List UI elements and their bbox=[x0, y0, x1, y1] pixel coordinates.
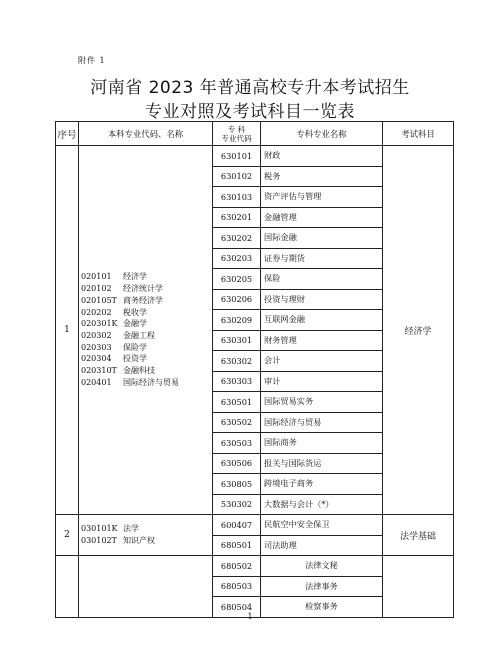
undergrad-major-code: 020101 bbox=[81, 272, 112, 282]
undergrad-major-code: 020310T bbox=[81, 366, 117, 376]
undergrad-major-code: 020303 bbox=[81, 342, 112, 352]
undergrad-major-name: 金融科技 bbox=[123, 366, 155, 376]
column-header-major-name: 专科专业名称 bbox=[261, 122, 383, 146]
major-name: 跨境电子商务 bbox=[261, 474, 383, 495]
major-name: 法律文秘 bbox=[261, 556, 383, 577]
major-name: 互联网金融 bbox=[261, 310, 383, 331]
undergrad-major-item bbox=[81, 377, 212, 389]
column-header-code-line1: 专 科 bbox=[227, 124, 246, 134]
major-name: 财政 bbox=[261, 146, 383, 167]
major-code: 630301 bbox=[213, 330, 261, 351]
major-name: 司法助理 bbox=[261, 535, 383, 556]
major-name: 会计 bbox=[261, 351, 383, 372]
undergrad-major-item bbox=[81, 307, 212, 319]
undergrad-major-item bbox=[81, 523, 212, 535]
table-header-row bbox=[56, 122, 454, 146]
group-seq: 1 bbox=[56, 146, 79, 515]
undergrad-major-item bbox=[81, 318, 212, 330]
major-name: 金融管理 bbox=[261, 207, 383, 228]
undergrad-major-name: 法学 bbox=[123, 524, 139, 534]
major-code: 680503 bbox=[213, 576, 261, 597]
major-code: 530302 bbox=[213, 494, 261, 515]
undergrad-majors-cell bbox=[79, 556, 213, 618]
major-code: 630202 bbox=[213, 228, 261, 249]
undergrad-major-code: 020105T bbox=[81, 295, 117, 305]
major-name: 民航空中安全保卫 bbox=[261, 515, 383, 536]
table-row bbox=[56, 556, 454, 577]
undergrad-major-name: 商务经济学 bbox=[123, 295, 163, 305]
undergrad-major-name: 国际经济与贸易 bbox=[123, 377, 179, 387]
major-name: 审计 bbox=[261, 371, 383, 392]
major-code: 630503 bbox=[213, 433, 261, 454]
major-name: 国际贸易实务 bbox=[261, 392, 383, 413]
group-seq: 2 bbox=[56, 515, 79, 556]
major-code: 630201 bbox=[213, 207, 261, 228]
table-row bbox=[56, 515, 454, 536]
major-code: 630206 bbox=[213, 289, 261, 310]
undergrad-majors-cell bbox=[79, 515, 213, 556]
undergrad-majors-cell bbox=[79, 146, 213, 515]
major-code: 600407 bbox=[213, 515, 261, 536]
undergrad-major-item bbox=[81, 535, 212, 547]
group-seq bbox=[56, 556, 79, 618]
major-name: 资产评估与管理 bbox=[261, 187, 383, 208]
document-title-line1: 河南省 2023 年普通高校专升本考试招生 bbox=[90, 78, 410, 98]
undergrad-major-code: 030102T bbox=[81, 536, 117, 545]
document-title-line2: 专业对照及考试科目一览表 bbox=[145, 102, 355, 122]
undergrad-major-name: 保险学 bbox=[123, 342, 147, 352]
major-code: 630102 bbox=[213, 166, 261, 187]
undergrad-major-code: 030101K bbox=[81, 524, 118, 534]
major-name: 检察事务 bbox=[261, 597, 383, 618]
column-header-exam-subject: 考试科目 bbox=[383, 122, 454, 146]
major-code: 680501 bbox=[213, 535, 261, 556]
column-header-code-line2: 专业代码 bbox=[221, 133, 252, 143]
table-row bbox=[56, 146, 454, 167]
exam-subject bbox=[383, 556, 454, 618]
major-code: 680502 bbox=[213, 556, 261, 577]
undergrad-major-name: 知识产权 bbox=[123, 536, 155, 545]
major-comparison-table bbox=[55, 121, 454, 618]
major-name: 税务 bbox=[261, 166, 383, 187]
undergrad-major-name: 经济统计学 bbox=[123, 284, 163, 294]
major-code: 630302 bbox=[213, 351, 261, 372]
major-code: 630209 bbox=[213, 310, 261, 331]
major-name: 财务管理 bbox=[261, 330, 383, 351]
major-name: 保险 bbox=[261, 269, 383, 290]
undergrad-major-item bbox=[81, 353, 212, 365]
undergrad-major-code: 020102 bbox=[81, 284, 112, 294]
major-code: 630502 bbox=[213, 412, 261, 433]
major-name: 大数据与会计（*） bbox=[261, 494, 383, 515]
undergrad-major-item bbox=[81, 342, 212, 354]
major-name: 国际金融 bbox=[261, 228, 383, 249]
major-code: 680504 bbox=[213, 597, 261, 618]
major-name: 国际商务 bbox=[261, 433, 383, 454]
column-header-undergrad: 本科专业代码、名称 bbox=[79, 122, 213, 146]
undergrad-major-item bbox=[81, 295, 212, 307]
undergrad-major-name: 税收学 bbox=[123, 307, 147, 317]
major-code: 630506 bbox=[213, 453, 261, 474]
undergrad-major-code: 020202 bbox=[81, 307, 112, 317]
major-code: 630101 bbox=[213, 146, 261, 167]
undergrad-major-item bbox=[81, 271, 212, 283]
undergrad-major-item bbox=[81, 330, 212, 342]
column-header-code bbox=[213, 122, 261, 146]
major-code: 630501 bbox=[213, 392, 261, 413]
major-code: 630805 bbox=[213, 474, 261, 495]
undergrad-major-code: 020301K bbox=[81, 319, 118, 329]
undergrad-major-name: 金融工程 bbox=[123, 331, 155, 340]
undergrad-major-item bbox=[81, 283, 212, 295]
major-name: 报关与国际货运 bbox=[261, 453, 383, 474]
undergrad-major-code: 020302 bbox=[81, 331, 112, 340]
undergrad-major-code: 020304 bbox=[81, 354, 112, 364]
major-name: 国际经济与贸易 bbox=[261, 412, 383, 433]
undergrad-major-code: 020401 bbox=[81, 377, 112, 387]
major-name: 证券与期货 bbox=[261, 248, 383, 269]
major-name: 法律事务 bbox=[261, 576, 383, 597]
major-code: 630205 bbox=[213, 269, 261, 290]
undergrad-major-name: 经济学 bbox=[123, 272, 147, 282]
page-number: 1 bbox=[247, 612, 253, 621]
major-code: 630303 bbox=[213, 371, 261, 392]
attachment-label: 附件 1 bbox=[78, 56, 106, 65]
exam-subject: 经济学 bbox=[383, 146, 454, 515]
major-code: 630103 bbox=[213, 187, 261, 208]
exam-subject: 法学基础 bbox=[383, 515, 454, 556]
undergrad-major-name: 投资学 bbox=[123, 354, 147, 364]
major-code: 630203 bbox=[213, 248, 261, 269]
undergrad-major-item bbox=[81, 365, 212, 377]
column-header-seq: 序号 bbox=[56, 122, 79, 146]
table-body bbox=[56, 146, 454, 618]
undergrad-major-name: 金融学 bbox=[123, 319, 147, 329]
major-name: 投资与理财 bbox=[261, 289, 383, 310]
